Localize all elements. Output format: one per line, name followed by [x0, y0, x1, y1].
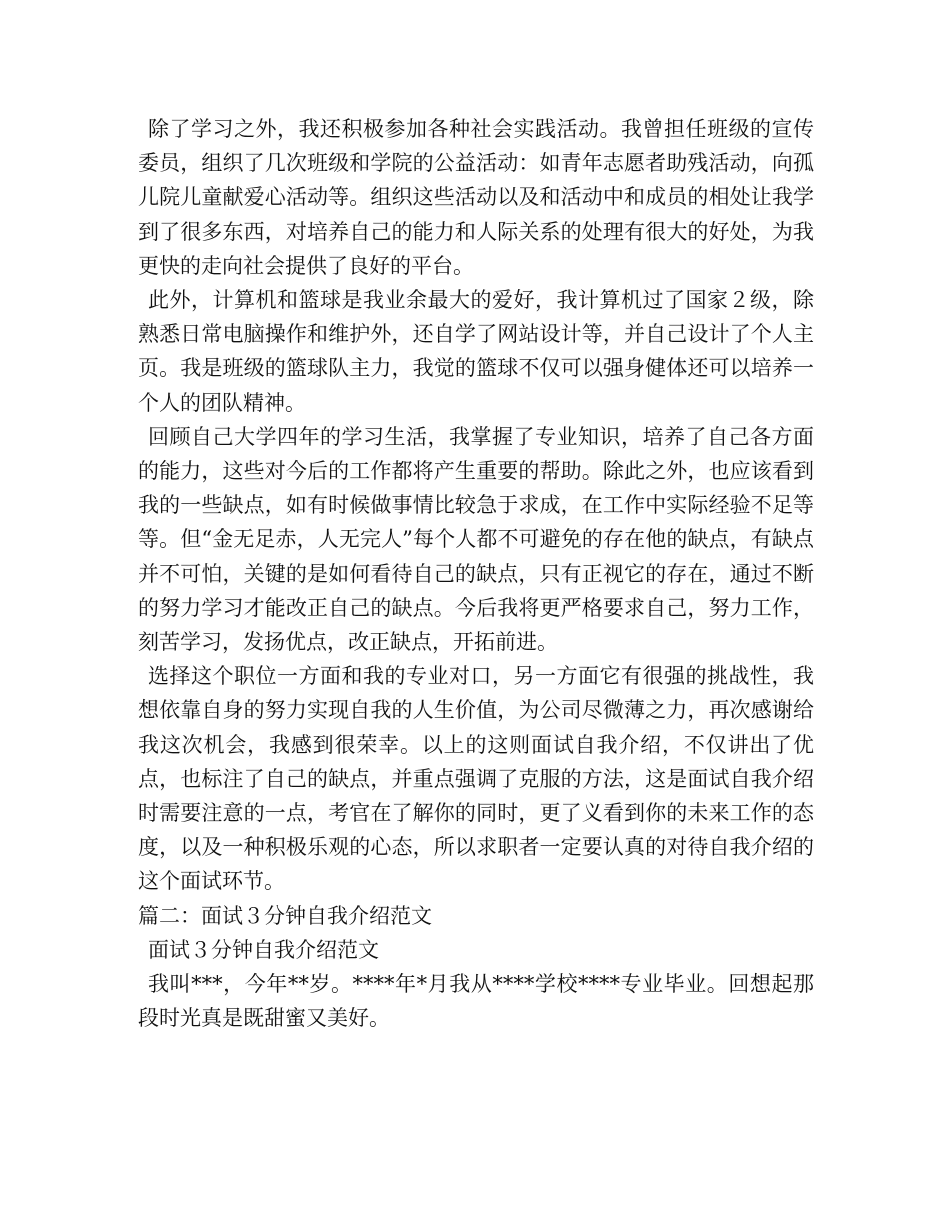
paragraph-job-choice: 选择这个职位一方面和我的专业对口，另一方面它有很强的挑战性，我想依靠自身的努力实现自我的人生价值，为公司尽微薄之力，再次感谢给我这次机会，我感到很荣幸。以上的这则面试自我介绍，不仅讲出了优点，也标注了自己的缺点，并重点强调了克服的方法，这是面试自我介绍时需要注意的一点，考官在了解你的同时，更了义看到你的未来工作的态度，以及一种积极乐观的心态，所以求职者一定要认真的对待自我介绍的这个面试环节。	[138, 664, 814, 894]
paragraph-review: 回顾自己大学四年的学习生活，我掌握了专业知识，培养了自己各方面的能力，这些对今后的工作都将产生重要的帮助。除此之外，也应该看到我的一些缺点，如有时候做事情比较急于求成，在工作中实际经验不足等等。但“金无足赤，人无完人”每个人都不可避免的存在他的缺点，有缺点并不可怕，关键的是如何看待自己的缺点，只有正视它的存在，通过不断的努力学习才能改正自己的缺点。今后我将更严格要求自己，努力工作，刻苦学习，发扬优点，改正缺点，开拓前进。	[138, 424, 814, 655]
section-heading: 篇二：面试３分钟自我介绍范文	[138, 903, 432, 928]
paragraph-social-practice: 除了学习之外，我还积极参加各种社会实践活动。我曾担任班级的宣传委员，组织了几次班级和学院的公益活动：如青年志愿者助残活动，向孤儿院儿童献爱心活动等。组织这些活动以及和活动中和成员的相处让我学到了很多东西，对培养自己的能力和人际关系的处理有很大的好处，为我更快的走向社会提供了良好的平台。	[138, 117, 814, 278]
section-subheading: 面试３分钟自我介绍范文	[148, 937, 379, 962]
paragraph-intro: 我叫***，今年**岁。****年*月我从****学校****专业毕业。回想起那段时光真是既甜蜜又美好。	[138, 972, 814, 1031]
document-body	[138, 112, 814, 1035]
paragraph-hobbies: 此外，计算机和篮球是我业余最大的爱好，我计算机过了国家２级，除熟悉日常电脑操作和维护外，还自学了网站设计等，并自己设计了个人主页。我是班级的篮球队主力，我觉的篮球不仅可以强身健体还可以培养一个人的团队精神。	[138, 288, 814, 415]
